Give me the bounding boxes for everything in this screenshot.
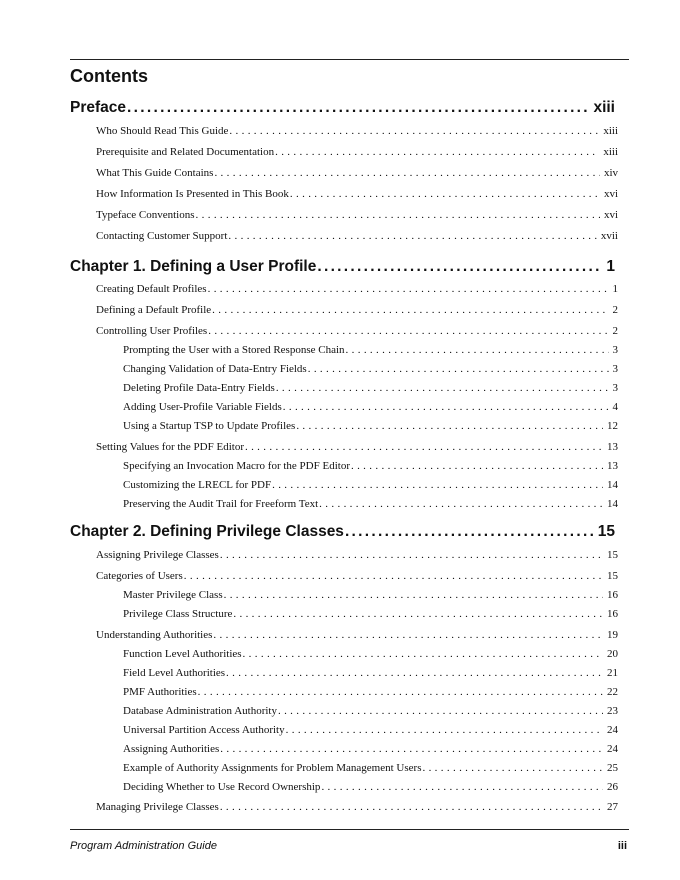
dot-leader bbox=[220, 801, 603, 813]
toc-entry[interactable] bbox=[123, 667, 618, 679]
dot-leader bbox=[220, 549, 603, 561]
dot-leader bbox=[198, 686, 603, 698]
dot-leader bbox=[283, 401, 609, 413]
toc-entry[interactable] bbox=[96, 188, 618, 200]
toc-entry-title: Contacting Customer Support bbox=[96, 230, 228, 242]
toc-entry-title: Adding User-Profile Variable Fields bbox=[123, 401, 282, 413]
toc-entry-page: 1 bbox=[612, 283, 618, 295]
toc-entry-page: 20 bbox=[607, 648, 618, 660]
toc-entry[interactable] bbox=[123, 608, 618, 620]
toc-entry-page: 15 bbox=[607, 570, 618, 582]
toc-entry[interactable] bbox=[123, 762, 618, 774]
toc-entry-page: 14 bbox=[607, 479, 618, 491]
toc-entry[interactable] bbox=[123, 344, 618, 356]
toc-entry[interactable] bbox=[70, 99, 615, 117]
toc-entry-page: 27 bbox=[607, 801, 618, 813]
toc-entry-page: 23 bbox=[607, 705, 618, 717]
toc-entry-page: 3 bbox=[612, 382, 618, 394]
toc-entry[interactable] bbox=[123, 648, 618, 660]
toc-entry-page: 2 bbox=[612, 304, 618, 316]
toc-entry-title: Deleting Profile Data-Entry Fields bbox=[123, 382, 275, 394]
dot-leader bbox=[290, 188, 600, 200]
dot-leader bbox=[184, 570, 603, 582]
toc-entry-title: Managing Privilege Classes bbox=[96, 801, 219, 813]
toc-entry[interactable] bbox=[123, 401, 618, 413]
dot-leader bbox=[278, 705, 603, 717]
dot-leader bbox=[345, 523, 594, 541]
dot-leader bbox=[233, 608, 603, 620]
toc-entry[interactable] bbox=[123, 724, 618, 736]
toc-entry-page: 3 bbox=[612, 363, 618, 375]
toc-entry-page: xiii bbox=[603, 146, 618, 158]
toc-entry-title: Privilege Class Structure bbox=[123, 608, 233, 620]
dot-leader bbox=[224, 589, 603, 601]
dot-leader bbox=[243, 648, 603, 660]
toc-entry[interactable] bbox=[96, 283, 618, 295]
toc-entry-title: Function Level Authorities bbox=[123, 648, 242, 660]
dot-leader bbox=[214, 167, 600, 179]
toc-entry-title: Preface bbox=[70, 99, 127, 116]
toc-entry-title: Prerequisite and Related Documentation bbox=[96, 146, 275, 158]
toc-entry-title: Deciding Whether to Use Record Ownership bbox=[123, 781, 321, 793]
dot-leader bbox=[226, 667, 603, 679]
toc-entry-page: 13 bbox=[607, 460, 618, 472]
dot-leader bbox=[319, 498, 603, 510]
toc-entry-title: Master Privilege Class bbox=[123, 589, 223, 601]
toc-entry-title: Creating Default Profiles bbox=[96, 283, 207, 295]
toc-entry[interactable] bbox=[123, 382, 618, 394]
dot-leader bbox=[228, 230, 596, 242]
toc-entry-title: Specifying an Invocation Macro for the PDF Editor bbox=[123, 460, 350, 472]
toc-entry[interactable] bbox=[70, 258, 615, 276]
toc-entry[interactable] bbox=[96, 549, 618, 561]
toc-entry[interactable] bbox=[96, 304, 618, 316]
toc-entry-page: 13 bbox=[607, 441, 618, 453]
dot-leader bbox=[245, 441, 603, 453]
toc-entry-title: Example of Authority Assignments for Problem Management Users bbox=[123, 762, 422, 774]
dot-leader bbox=[275, 146, 599, 158]
toc-entry[interactable] bbox=[123, 460, 618, 472]
bottom-rule bbox=[70, 829, 629, 830]
toc-entry-page: 21 bbox=[607, 667, 618, 679]
toc-entry-title: Prompting the User with a Stored Response Chain bbox=[123, 344, 345, 356]
toc-entry[interactable] bbox=[96, 801, 618, 813]
toc-entry-title: Defining a Default Profile bbox=[96, 304, 212, 316]
dot-leader bbox=[213, 629, 603, 641]
toc-entry-title: Understanding Authorities bbox=[96, 629, 213, 641]
toc-entry-page: 26 bbox=[607, 781, 618, 793]
toc-entry-title: Controlling User Profiles bbox=[96, 325, 208, 337]
toc-entry-page: 12 bbox=[607, 420, 618, 432]
toc-entry[interactable] bbox=[123, 743, 618, 755]
top-rule bbox=[70, 59, 629, 60]
toc-entry[interactable] bbox=[96, 629, 618, 641]
dot-leader bbox=[351, 460, 603, 472]
toc-entry-title: Categories of Users bbox=[96, 570, 183, 582]
toc-entry-page: xiv bbox=[603, 167, 618, 179]
toc-entry-title: What This Guide Contains bbox=[96, 167, 214, 179]
toc-entry-page: xvi bbox=[603, 188, 618, 200]
dot-leader bbox=[286, 724, 603, 736]
toc-entry-page: 24 bbox=[607, 724, 618, 736]
dot-leader bbox=[346, 344, 609, 356]
toc-entry[interactable] bbox=[123, 363, 618, 375]
toc-entry[interactable] bbox=[96, 125, 618, 137]
toc-entry-page: xiii bbox=[593, 99, 615, 116]
toc-entry-page: 15 bbox=[607, 549, 618, 561]
toc-entry-title: Database Administration Authority bbox=[123, 705, 277, 717]
toc-entry-page: 16 bbox=[607, 589, 618, 601]
toc-entry-page: 19 bbox=[607, 629, 618, 641]
toc-entry-page: 22 bbox=[607, 686, 618, 698]
toc-entry-title: Setting Values for the PDF Editor bbox=[96, 441, 244, 453]
toc-entry-page: 25 bbox=[607, 762, 618, 774]
toc-entry[interactable] bbox=[96, 146, 618, 158]
toc-entry[interactable] bbox=[96, 325, 618, 337]
toc-entry-page: xvi bbox=[603, 209, 618, 221]
toc-entry-title: Chapter 1. Defining a User Profile bbox=[70, 258, 317, 275]
toc-entry-title: Changing Validation of Data-Entry Fields bbox=[123, 363, 307, 375]
dot-leader bbox=[220, 743, 603, 755]
toc-entry-title: Customizing the LRECL for PDF bbox=[123, 479, 272, 491]
toc-entry-page: 3 bbox=[612, 344, 618, 356]
toc-entry[interactable] bbox=[123, 686, 618, 698]
toc-entry-page: 14 bbox=[607, 498, 618, 510]
toc-entry-page: 15 bbox=[597, 523, 615, 540]
dot-leader bbox=[321, 781, 603, 793]
footer-page-number: iii bbox=[617, 840, 627, 852]
toc-entry[interactable] bbox=[96, 230, 618, 242]
dot-leader bbox=[317, 258, 602, 276]
toc-entry-page: 4 bbox=[612, 401, 618, 413]
toc-entry-page: 16 bbox=[607, 608, 618, 620]
toc-entry-title: Assigning Authorities bbox=[123, 743, 220, 755]
toc-entry[interactable] bbox=[96, 209, 618, 221]
toc-entry-title: Field Level Authorities bbox=[123, 667, 226, 679]
dot-leader bbox=[127, 99, 589, 117]
dot-leader bbox=[272, 479, 603, 491]
toc-entry-title: How Information Is Presented in This Book bbox=[96, 188, 289, 200]
toc-entry[interactable] bbox=[123, 479, 618, 491]
dot-leader bbox=[208, 325, 608, 337]
toc-entry-title: Typeface Conventions bbox=[96, 209, 195, 221]
toc-entry-page: 1 bbox=[606, 258, 615, 275]
dot-leader bbox=[276, 382, 609, 394]
toc-entry[interactable] bbox=[123, 589, 618, 601]
toc-entry[interactable] bbox=[96, 167, 618, 179]
toc-entry-title: Universal Partition Access Authority bbox=[123, 724, 285, 736]
toc-entry[interactable] bbox=[96, 570, 618, 582]
toc-entry-page: xiii bbox=[603, 125, 618, 137]
toc-entry-page: 2 bbox=[612, 325, 618, 337]
toc-entry[interactable] bbox=[96, 441, 618, 453]
toc-entry[interactable] bbox=[123, 420, 618, 432]
dot-leader bbox=[296, 420, 603, 432]
footer-book-title: Program Administration Guide bbox=[70, 840, 217, 852]
toc-entry-page: xvii bbox=[600, 230, 618, 242]
dot-leader bbox=[212, 304, 608, 316]
toc-entry[interactable] bbox=[123, 705, 618, 717]
toc-entry-title: PMF Authorities bbox=[123, 686, 197, 698]
dot-leader bbox=[208, 283, 609, 295]
dot-leader bbox=[308, 363, 609, 375]
dot-leader bbox=[229, 125, 599, 137]
toc-entry-title: Using a Startup TSP to Update Profiles bbox=[123, 420, 296, 432]
dot-leader bbox=[196, 209, 600, 221]
toc-entry[interactable] bbox=[123, 498, 618, 510]
page-title: Contents bbox=[70, 66, 148, 86]
dot-leader bbox=[422, 762, 603, 774]
toc-entry-title: Chapter 2. Defining Privilege Classes bbox=[70, 523, 344, 540]
toc-entry-title: Assigning Privilege Classes bbox=[96, 549, 219, 561]
toc-entry-title: Who Should Read This Guide bbox=[96, 125, 229, 137]
toc-entry-title: Preserving the Audit Trail for Freeform Text bbox=[123, 498, 319, 510]
toc-entry[interactable] bbox=[70, 523, 615, 541]
toc-entry[interactable] bbox=[123, 781, 618, 793]
toc-entry-page: 24 bbox=[607, 743, 618, 755]
